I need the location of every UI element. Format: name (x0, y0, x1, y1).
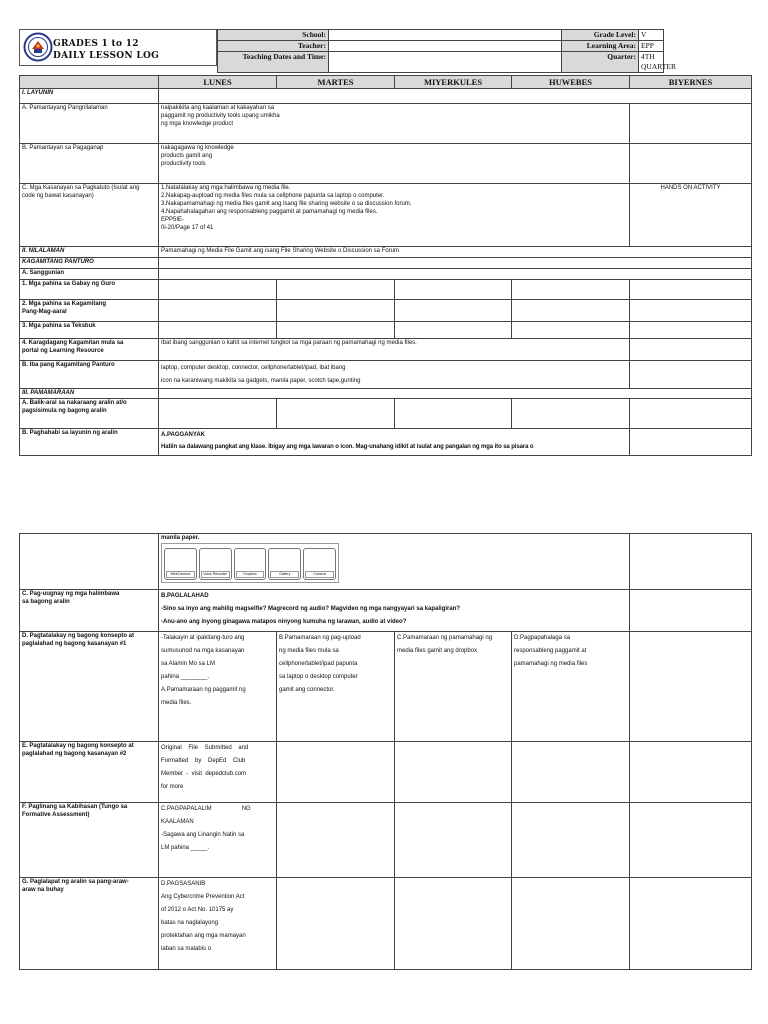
d-tue-line-4: sa laptop o desktop computer (279, 674, 358, 680)
page-2 (0, 512, 768, 1024)
kasanayan-line-6: 0i-20/Page 17 of 41 (161, 225, 214, 231)
d-tue-line-2: ng media files mula sa (279, 648, 339, 654)
teksbuk-lunes[interactable] (159, 322, 277, 339)
paglinang-biyernes[interactable] (630, 803, 752, 878)
row-label-paghahabi: B. Paghahabi sa layunin ng aralin (20, 429, 159, 456)
balik-aral-lunes[interactable] (159, 399, 277, 429)
kasanayan-line-3: 3.Nakapamamahagi ng media files gamit ang isang file sharing website o sa discussion forum. (161, 201, 412, 207)
iba-line-2: icon na karaniwang makikita sa gadgets, manila paper, scotch tape,gunting (161, 378, 361, 384)
pagganyak-title: A.PAGGANYAK (161, 432, 206, 438)
pagtatalakay-2-huwebes[interactable] (512, 742, 630, 803)
row-label-pamantayang-pangnilalaman: A. Pamantayang Pangnilalaman (20, 104, 159, 144)
pagtatalakay-2-label-text: E. Pagtatalakay ng bagong konsepto at paglalahad ng bagong kasanayan #2 (22, 743, 134, 757)
f-mon-line-1: C.PAGPAPALALIM NG (161, 806, 251, 812)
pagtatalakay-2-miyerkules[interactable] (395, 742, 512, 803)
row-label-pagtatalakay-2 (20, 742, 159, 803)
quarter-label: Quarter: (562, 52, 639, 73)
sanggunian-content (159, 269, 752, 280)
school-value[interactable] (329, 30, 562, 41)
balik-aral-biyernes[interactable] (630, 399, 752, 429)
section-layunin: I. LAYUNIN (20, 89, 159, 104)
d-mon-line-3: sa Alamin Mo sa LM (161, 661, 216, 667)
d-thu-line-1: D.Pagpapahalaga sa (514, 635, 571, 641)
lesson-log-table (19, 75, 752, 456)
iba-pang-kagamitan-friday[interactable] (630, 361, 752, 389)
paglinang-lunes (159, 803, 277, 878)
row-label-sanggunian: A. Sanggunian (20, 269, 159, 280)
header-info-table (217, 29, 676, 73)
manila-paper-text: manila paper. (161, 535, 200, 541)
gabay-martes[interactable] (277, 280, 395, 300)
school-label: School: (218, 30, 329, 41)
d-wed-line-2: media files gamit ang dropbox (397, 648, 478, 654)
pamantayang-pangnilalaman-value: naipakikita ang kaalaman at kakayahan sa paggamit ng productivity tools upang umikha ng mga knowledge product (161, 105, 280, 127)
pamantayan-sa-pagaganap-value: nakagagawa ng knowledge products gamit ang productivity tools (161, 145, 234, 167)
row-label-teksbuk: 3. Mga pahina sa Teksbuk (20, 322, 159, 339)
teksbuk-martes[interactable] (277, 322, 395, 339)
section-kagamitang-panturo: KAGAMITANG PANTURO (20, 258, 159, 269)
section-pamamaraan: III. PAMAMARAAN (20, 389, 159, 399)
row-label-paglalapat (20, 878, 159, 970)
pag-uugnay-friday[interactable] (630, 590, 752, 632)
paglalapat-martes[interactable] (277, 878, 395, 970)
paglalahad-title: B.PAGLALAHAD (161, 593, 209, 599)
gallery-icon-label: Gallery (270, 571, 299, 578)
balik-aral-label-text: A. Balik-aral sa nakaraang aralin at/o pagsisimula ng bagong aralin (22, 400, 127, 414)
paglalapat-label-text: G. Paglalapat ng aralin sa pang-araw-araw na buhay (22, 879, 129, 893)
mag-aaral-martes[interactable] (277, 300, 395, 322)
kasanayan-friday: HANDS ON ACTIVITY (630, 184, 752, 247)
kasanayan-line-2: 2.Nakapag-aupload ng media files mula sa cellphone papunta sa laptop o computer. (161, 193, 385, 199)
row-label-pagtatalakay-1 (20, 632, 159, 742)
mag-aaral-biyernes[interactable] (630, 300, 752, 322)
gabay-miyerkules[interactable] (395, 280, 512, 300)
e-mon-line-3: Member - visit depedclub.com (161, 771, 247, 777)
kasanayan-label-text: C. Mga Kasanayan sa Pagkatuto (Isulat ang code ng bawat kasanayan) (22, 185, 140, 199)
karagdagang-label-text: 4. Karagdagang Kagamitan mula sa portal ng Learning Resource (22, 340, 124, 354)
webcamera-icon-label: WebCamera (166, 571, 195, 578)
pagtatalakay-1-martes (277, 632, 395, 742)
pagtatalakay-1-label-text: D. Pagtatalakay ng bagong konsepto at paglalahad ng bagong kasanayan #1 (22, 633, 135, 647)
iba-line-1: laptop, computer desktop, connector, cellphone/tablet/ipad, ibat ibang (161, 365, 346, 371)
f-mon-line-3: -Sagawa ang Linangin Natin sa (161, 832, 245, 838)
row-label-kagamitang-pang-mag-aaral (20, 300, 159, 322)
row-label-karagdagang-kagamitan (20, 339, 159, 361)
learning-area-value[interactable]: EPP (639, 41, 664, 52)
kasanayan-text (159, 184, 630, 247)
g-mon-line-5: protektahan ang mga mamayan (161, 933, 246, 939)
teaching-dates-value[interactable] (329, 52, 562, 73)
paglalapat-biyernes[interactable] (630, 878, 752, 970)
pagtatalakay-1-lunes (159, 632, 277, 742)
kasanayan-line-1: 1.Natatalakay ang mga halimbawa ng media file. (161, 185, 291, 191)
pagtatalakay-2-martes[interactable] (277, 742, 395, 803)
row-label-paglinang (20, 803, 159, 878)
pagganyak-text: Hatiin sa dalawang pangkat ang klase. Ibigay ang mga lawaran o icon. Mag-unahang idikit at isulat ang pangalan ng mga ito sa pisara o (161, 444, 534, 450)
karagdagang-kagamitan-friday[interactable] (630, 339, 752, 361)
paglalahad-q1: -Sino sa inyo ang mahilig magselfie? Magrecord ng audio? Magvideo ng mga nangyayari sa kapaligiran? (161, 606, 461, 612)
row-label-pamantayan-sa-pagaganap: B. Pamantayan sa Pagaganap (20, 144, 159, 184)
d-thu-line-3: pamamahagi ng media files (514, 661, 588, 667)
teksbuk-huwebes[interactable] (512, 322, 630, 339)
balik-aral-huwebes[interactable] (512, 399, 630, 429)
row-label-pag-uugnay (20, 590, 159, 632)
pagtatalakay-2-biyernes[interactable] (630, 742, 752, 803)
nilalaman-text: Pamamahagi ng Media File Gamit ang isang File Sharing Website o Discussion sa Forum (159, 247, 752, 258)
teacher-value[interactable] (329, 41, 562, 52)
lesson-log-table-continued (19, 533, 752, 970)
d-tue-line-1: B.Pamamaraan ng pag-upload (279, 635, 361, 641)
g-mon-line-3: of 2012 o Act No. 10175 ay (161, 907, 234, 913)
kagamitang-panturo-content (159, 258, 752, 269)
day-header-lunes: LUNES (159, 76, 277, 89)
voice-recorder-icon-label: Voice Recorder (201, 571, 230, 578)
icon-thumbnails (161, 543, 339, 583)
paglalahad-q2: -Anu-ano ang inyong ginagawa matapos ninyong kumuha ng larawan, audio at video? (161, 619, 407, 625)
pagtatalakay-1-biyernes[interactable] (630, 632, 752, 742)
row-label-iba-pang-kagamitan: B. Iba pang Kagamitang Panturo (20, 361, 159, 389)
grade-level-value[interactable]: V (639, 30, 664, 41)
day-header-huwebes: HUWEBES (512, 76, 630, 89)
teacher-label: Teacher: (218, 41, 329, 52)
quarter-value[interactable]: 4TH QUARTER (639, 52, 664, 73)
learning-area-label: Learning Area: (562, 41, 639, 52)
mag-aaral-label-text: 2. Mga pahina sa Kagamitang Pang-Mag-aaral (22, 301, 107, 315)
paglinang-huwebes[interactable] (512, 803, 630, 878)
teksbuk-biyernes[interactable] (630, 322, 752, 339)
paglinang-miyerkules[interactable] (395, 803, 512, 878)
iba-pang-kagamitan-text (159, 361, 630, 389)
f-mon-line-4: LM pahina _____. (161, 845, 210, 851)
mag-aaral-lunes[interactable] (159, 300, 277, 322)
paglalapat-miyerkules[interactable] (395, 878, 512, 970)
row-label-kasanayan (20, 184, 159, 247)
pagganyak-continued-friday[interactable] (630, 534, 752, 590)
brand-line-2: DAILY LESSON LOG (53, 51, 160, 61)
grade-level-label: Grade Level: (562, 30, 639, 41)
kasanayan-line-4: 4.Napahahalagahan ang responsableng paggamit at pamamahagi ng media files. (161, 209, 378, 215)
dropbox-icon (234, 548, 267, 580)
gallery-icon (268, 548, 301, 580)
pamantayang-pangnilalaman-text (159, 104, 630, 144)
gabay-biyernes[interactable] (630, 280, 752, 300)
f-mon-line-2: KAALAMAN (161, 819, 194, 825)
gabay-lunes[interactable] (159, 280, 277, 300)
pamantayang-pangnilalaman-friday[interactable] (630, 104, 752, 144)
pagtatalakay-2-lunes (159, 742, 277, 803)
g-mon-line-1: D.PAGSASANIB (161, 881, 206, 887)
paglalahad-text (159, 590, 630, 632)
blank-header (20, 76, 159, 89)
pagtatalakay-1-miyerkules (395, 632, 512, 742)
gabay-label-text: 1. Mga pahina sa Gabay ng Guro (22, 281, 116, 287)
paglalapat-lunes (159, 878, 277, 970)
pamantayan-sa-pagaganap-friday[interactable] (630, 144, 752, 184)
paghahabi-text (159, 429, 630, 456)
d-mon-line-5: A.Pamamaraan ng paggamit ng (161, 687, 246, 693)
d-mon-line-6: media files. (161, 700, 192, 706)
e-mon-line-1: Original File Submitted and (161, 745, 249, 751)
pagtatalakay-1-huwebes (512, 632, 630, 742)
voice-recorder-icon (199, 548, 232, 580)
day-header-martes: MARTES (277, 76, 395, 89)
mag-aaral-huwebes[interactable] (512, 300, 630, 322)
day-header-biyernes: BIYERNES (630, 76, 752, 89)
paghahabi-friday[interactable] (630, 429, 752, 456)
balik-aral-miyerkules[interactable] (395, 399, 512, 429)
deped-seal-icon (23, 32, 53, 62)
row-label-balik-aral (20, 399, 159, 429)
continued-label (20, 534, 159, 590)
brand-line-1: GRADES 1 to 12 (53, 39, 139, 49)
g-mon-line-6: laban sa malabis o (161, 946, 212, 952)
paglinang-label-text: F. Paglinang sa Kabihasan (Tungo sa Formative Assessment) (22, 804, 128, 818)
day-header-miyerkules: MIYERKULES (395, 76, 512, 89)
gabay-huwebes[interactable] (512, 280, 630, 300)
camera-icon (303, 548, 336, 580)
dll-brand-box (19, 29, 217, 66)
dropbox-icon-label: Dropbox (236, 571, 265, 578)
pamamaraan-content (159, 389, 752, 399)
paglinang-martes[interactable] (277, 803, 395, 878)
karagdagang-kagamitan-text: Ibat ibang sanggunian o kahit sa internet tungkol sa mga paraan ng pamamahagi ng media files. (159, 339, 630, 361)
teksbuk-miyerkules[interactable] (395, 322, 512, 339)
kasanayan-line-5: EPP5IE- (161, 217, 185, 223)
pag-uugnay-label-text: C. Pag-uugnay ng mga halimbawa sa bagong aralin (22, 591, 120, 605)
e-mon-line-2: Formatted by DepEd Club (161, 758, 246, 764)
d-tue-line-3: cellphone/tablet/ipad papunta (279, 661, 358, 667)
mag-aaral-miyerkules[interactable] (395, 300, 512, 322)
teaching-dates-label: Teaching Dates and Time: (218, 52, 329, 73)
layunin-content (159, 89, 752, 104)
d-mon-line-2: sumusunod na mga kasanayan (161, 648, 245, 654)
d-thu-line-2: responsableng paggamit at (514, 648, 587, 654)
pagganyak-continued (159, 534, 630, 590)
g-mon-line-2: Ang Cybercrime Prevention Act (161, 894, 245, 900)
pamantayan-sa-pagaganap-text (159, 144, 630, 184)
d-mon-line-1: -Talakayin at ipakitang-turo ang (161, 635, 245, 641)
d-mon-line-4: pahina ________. (161, 674, 210, 680)
camera-icon-label: Camera (305, 571, 334, 578)
webcamera-icon (164, 548, 197, 580)
e-mon-line-4: for more (161, 784, 184, 790)
section-nilalaman: II. NILALAMAN (20, 247, 159, 258)
balik-aral-martes[interactable] (277, 399, 395, 429)
g-mon-line-4: batas na naglalayong (161, 920, 219, 926)
row-label-gabay-ng-guro (20, 280, 159, 300)
d-wed-line-1: C.Pamamaraan ng pamamahagi ng (397, 635, 493, 641)
d-tue-line-5: gamit ang connector. (279, 687, 335, 693)
paglalapat-huwebes[interactable] (512, 878, 630, 970)
